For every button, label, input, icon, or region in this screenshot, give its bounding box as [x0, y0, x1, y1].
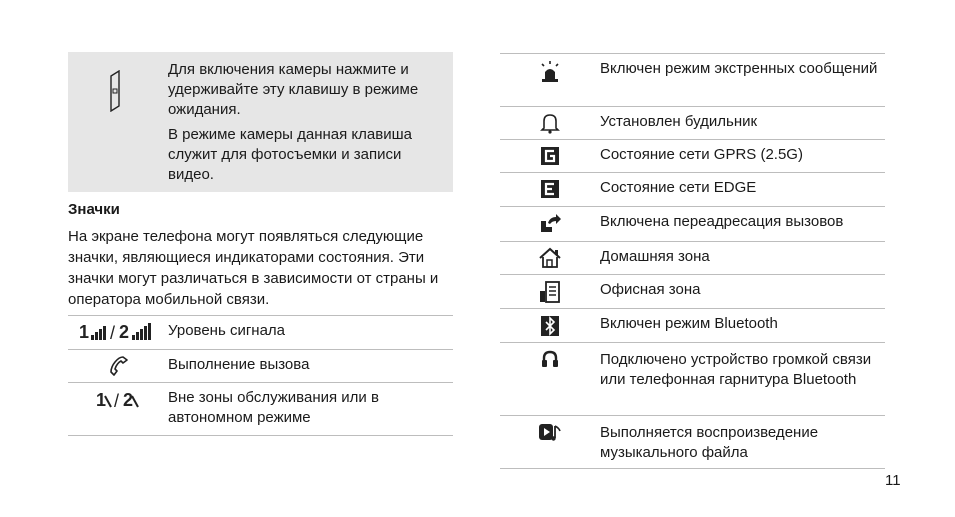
alarm-bell-label: Установлен будильник [600, 113, 758, 130]
music-playback-label: Выполняется воспроизведение музыкального файла [600, 424, 819, 461]
table-row [68, 382, 453, 436]
headset-label: Подключено устройство громкой связи или телефонная гарнитура Bluetooth [600, 351, 872, 388]
music-playback-icon [500, 422, 600, 444]
gprs-label: Состояние сети GPRS (2.5G) [600, 146, 803, 163]
table-row [500, 274, 885, 308]
bluetooth-icon [500, 315, 600, 337]
svg-text:2: 2 [119, 322, 130, 342]
alarm-bell-icon [500, 112, 600, 134]
home-zone-icon [500, 247, 600, 269]
svg-text:1: 1 [79, 322, 90, 342]
table-row [500, 172, 885, 206]
sos-mode-icon [500, 60, 600, 84]
camera-key-icon [108, 70, 122, 112]
sos-mode-label: Включен режим экстренных сообщений [600, 60, 878, 77]
call-in-progress-icon [68, 355, 168, 377]
call-forward-icon [500, 213, 600, 235]
camera-note-paragraph-2: В режиме камеры данная клавиша служит для фотосъемки и записи видео. [168, 126, 412, 183]
table-row [500, 206, 885, 241]
table-row [68, 349, 453, 382]
left-icon-table [68, 315, 453, 436]
section-title: Значки [68, 201, 120, 218]
camera-note-paragraph-1: Для включения камеры нажмите и удерживайте эту клавишу в режиме ожидания. [168, 61, 419, 118]
gprs-icon [500, 146, 600, 166]
table-row [500, 415, 885, 469]
table-row [500, 308, 885, 342]
home-zone-label: Домашняя зона [600, 248, 710, 265]
svg-text:1: 1 [96, 390, 107, 410]
table-row [500, 106, 885, 139]
call-in-progress-label: Выполнение вызова [168, 356, 310, 373]
edge-label: Состояние сети EDGE [600, 179, 757, 196]
camera-key-note [68, 52, 453, 192]
office-zone-icon [500, 281, 600, 303]
bluetooth-label: Включен режим Bluetooth [600, 315, 778, 332]
svg-text:/: / [110, 323, 116, 342]
page-number: 11 [885, 472, 901, 489]
section-intro: На экране телефона могут появляться следующие значки, являющиеся индикаторами состояния. Эти значки могут различаться в зависимости от страны и оператора мобильной связи. [68, 228, 439, 308]
signal-strength-label: Уровень сигнала [168, 322, 286, 339]
signal-strength-icon [68, 322, 168, 342]
edge-icon [500, 179, 600, 199]
office-zone-label: Офисная зона [600, 281, 701, 298]
svg-text:/: / [114, 391, 120, 410]
right-icon-table [500, 53, 885, 469]
headset-icon [500, 349, 600, 369]
table-row [500, 53, 885, 106]
table-row [500, 342, 885, 415]
table-row [500, 241, 885, 274]
no-service-icon [68, 390, 168, 410]
table-row [68, 315, 453, 349]
svg-text:2: 2 [123, 390, 134, 410]
table-row [500, 139, 885, 172]
call-forward-label: Включена переадресация вызовов [600, 213, 844, 230]
no-service-label: Вне зоны обслуживания или в автономном режиме [168, 389, 379, 426]
